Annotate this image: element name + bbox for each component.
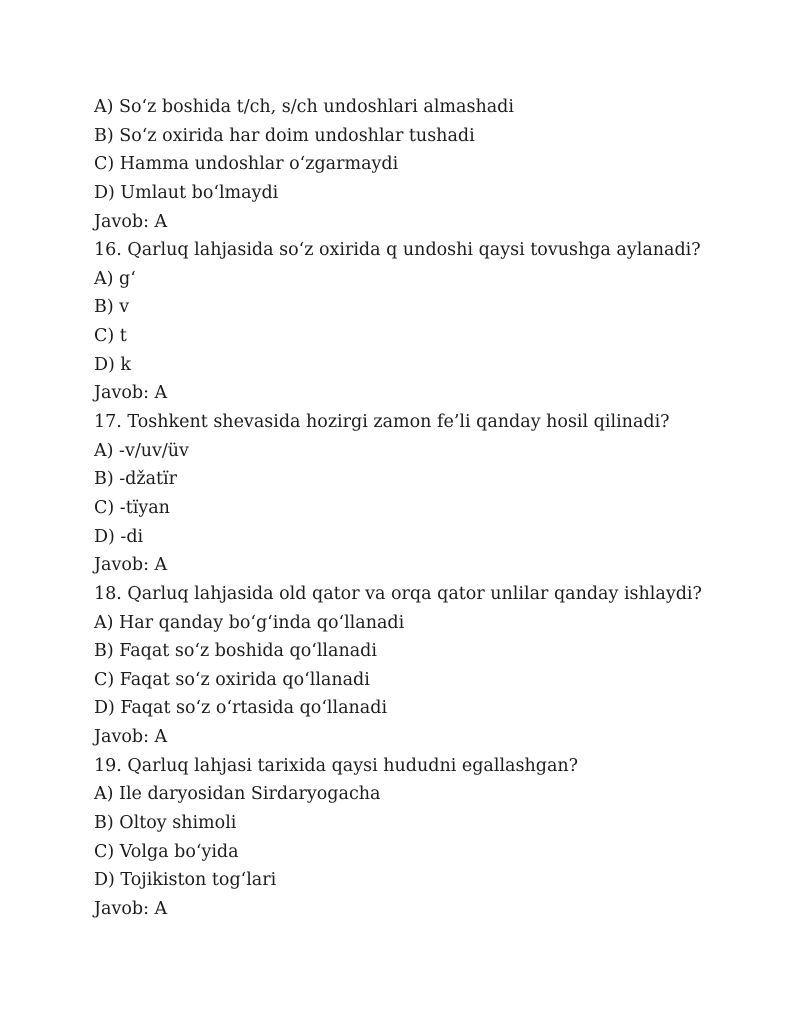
option-d-text: D) Tojikiston tog‘lari — [94, 870, 277, 891]
option-a-text: A) Ile daryosidan Sirdaryogacha — [94, 784, 381, 805]
document-page — [94, 93, 774, 924]
option-b-text: B) Faqat so‘z boshida qo‘llanadi — [94, 641, 377, 662]
option-a-text: A) So‘z boshida t/ch, s/ch undoshlari almashadi — [94, 97, 514, 117]
option-c-text: C) Hamma undoshlar o‘zgarmaydi — [94, 154, 399, 175]
option-d-text: D) k — [94, 354, 132, 375]
question-16: 16. Qarluq lahjasida so‘z oxirida q undoshi qaysi tovushga aylanadi? — [94, 240, 701, 261]
option-b-text: B) Oltoy shimoli — [94, 813, 237, 834]
option-c-text: C) Faqat so‘z oxirida qo‘llanadi — [94, 669, 370, 690]
answer-text: Javob: A — [94, 898, 168, 919]
option-b-text: B) So‘z oxirida har doim undoshlar tushadi — [94, 125, 475, 146]
option-a-text: A) -v/uv/üv — [94, 440, 189, 461]
option-d-text: D) -di — [94, 526, 144, 547]
question-18: 18. Qarluq lahjasida old qator va orqa qator unlilar qanday ishlaydi? — [94, 583, 702, 604]
option-c-text: C) -tïyan — [94, 497, 170, 518]
option-c-text: C) t — [94, 326, 127, 347]
option-a-text: A) Har qanday bo‘g‘inda qo‘llanadi — [94, 612, 405, 633]
answer-text: Javob: A — [94, 555, 168, 576]
option-d-text: D) Umlaut bo‘lmaydi — [94, 182, 279, 203]
answer-text: Javob: A — [94, 727, 168, 748]
option-d-text: D) Faqat so‘z o‘rtasida qo‘llanadi — [94, 698, 388, 719]
option-c-text: C) Volga bo‘yida — [94, 841, 239, 862]
option-b-text: B) v — [94, 297, 130, 318]
question-19: 19. Qarluq lahjasi tarixida qaysi hududni egallashgan? — [94, 755, 579, 776]
option-a-text: A) g‘ — [94, 268, 136, 289]
answer-text: Javob: A — [94, 383, 168, 404]
question-17: 17. Toshkent shevasida hozirgi zamon fe’li qanday hosil qilinadi? — [94, 412, 670, 433]
option-b-text: B) -džatïr — [94, 469, 178, 490]
answer-text: Javob: A — [94, 211, 168, 232]
